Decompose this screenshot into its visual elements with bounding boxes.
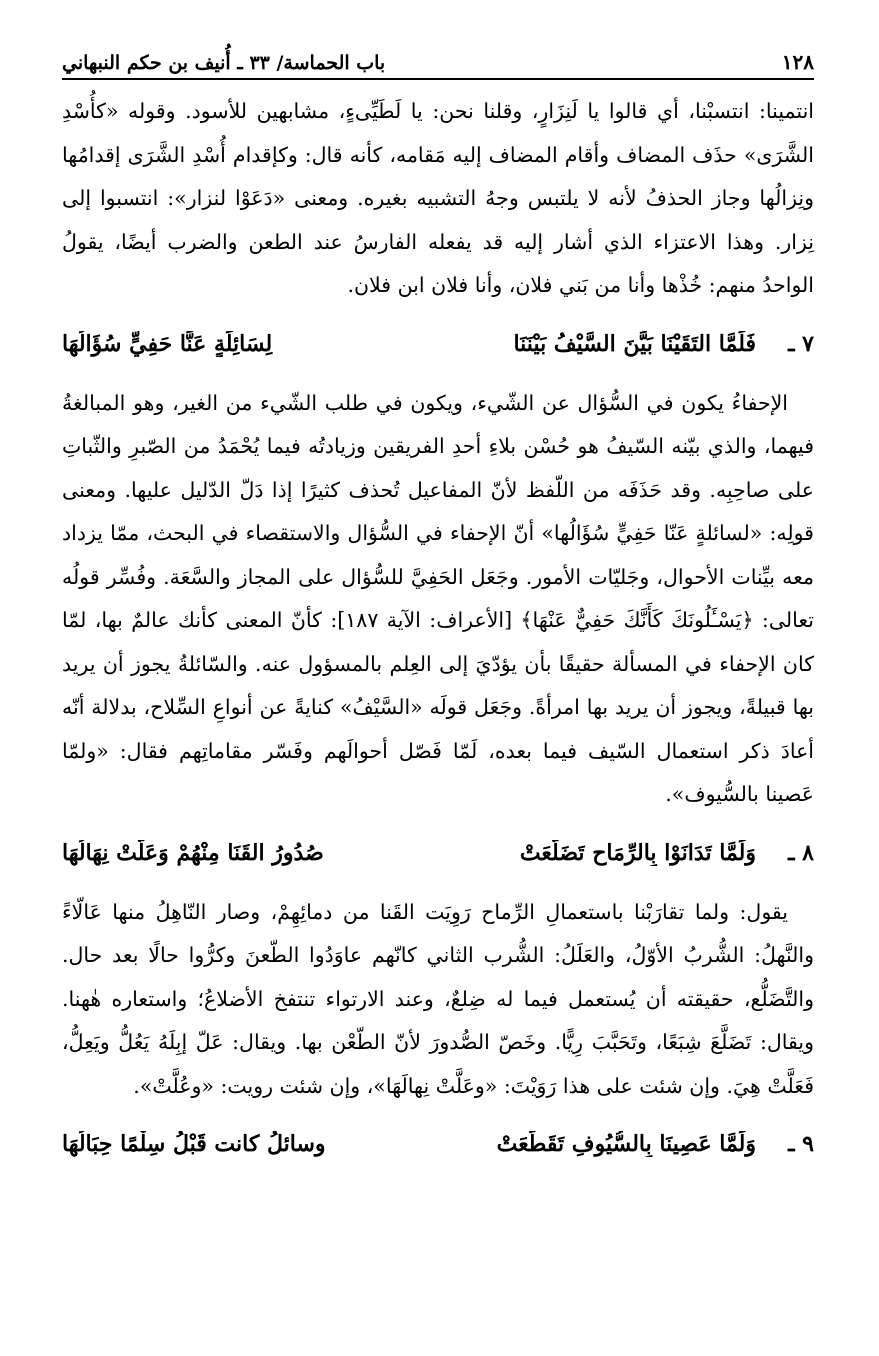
verse-first-hemistich: فَلَمَّا التَقَيْنَا بَيَّنَ السَّيْفُ بَيْنَنَا <box>513 330 756 357</box>
page-number: ١٢٨ <box>781 50 814 74</box>
verse-first-hemistich: وَلَمَّا عَصِينَا بِالسُّيُوفِ تَقَطَّعَتْ <box>496 1131 756 1157</box>
verse-number: ٩ ـ <box>788 1131 814 1157</box>
verse-second-hemistich: وسائلُ كانت قَبْلُ سِلْمًا حِبَالُهَا <box>62 1131 326 1157</box>
verse-second-hemistich: لِسَائِلَةٍ عَنَّا حَفِيٍّ سُؤَالُهَا <box>62 330 273 357</box>
running-title: باب الحماسة/ ٣٣ ـ أُنيف بن حكم النبهاني <box>62 52 386 74</box>
commentary-paragraph: انتمينا: انتسبْنا، أي قالوا يا لَنِزَارٍ، وقلنا نحن: يا لَطَيِّىءٍ، مشابهين للأسود. وقوله «كأُسْدِ الشَّرَى» حذَف المضاف وأقام المضاف إليه مَقامه، كأنه قال: وكإقدام أُسْدِ الشَّرَى إقدامُها ونِزالُها وجاز الحذفُ لأنه لا يلتبس وجهُ التشبيه بغيره. ومعنى «دَعَوْا لنزار»: انتسبوا إلى نِزار. وهذا الاعتزاء الذي أشار إليه قد يفعله الفارسُ عند الطعن والضرب أيضًا، يقولُ الواحدُ منهم: خُذْها وأنا من بَني فلان، وأنا فلان ابن فلان. <box>62 99 814 297</box>
book-page <box>62 30 814 1182</box>
verse-number: ٨ ـ <box>788 839 814 866</box>
verse-second-hemistich: صُدُورُ القَنَا مِنْهُمْ وَعَلَّتْ نِهَالُهَا <box>62 839 324 866</box>
verse-line <box>62 316 814 372</box>
verse-number: ٧ ـ <box>788 330 814 357</box>
verse-first-hemistich: وَلَمَّا تَدَانَوْا بِالرِّمَاحِ تَضَلَّعَتْ <box>519 839 756 866</box>
commentary-paragraph: يقول: ولما تقارَبْنا باستعمالِ الرِّماح رَوِيَت القَنا من دمائِهِمْ، وصار النّاهِلُ منها عَالّاءً والنَّهلُ: الشُّربُ الأوّلُ، والعَلَلُ: الشُّرب الثاني كانّهم عاوَدُوا الطّعنَ وكرُّوا حالًا بعد حال. والتَّضَلُّع، حقيقته أن يُستعمل فيما له ضِلعٌ، وعند الارتواء تنتفخ الأضلاعُ؛ واستعاره هٰهنا. ويقال: تَضَلَّعَ شِبَعًا، وتَحَبَّبَ رِيًّا. وخَصّ الصُّدورَ لأنّ الطّعْن بها. ويقال: عَلّ إبِلَهُ يَعُلُّ ويَعِلُّ، فَعَلَّتْ هِيَ. وإن شئت على هذا رَوَيْتَ: «وعَلَّتْ نِهالَهَا»، وإن شئت رويت: «وعُلَّتْ». <box>62 899 814 1098</box>
verse-line <box>62 825 814 881</box>
header-rule <box>62 78 814 80</box>
page-header <box>62 30 814 74</box>
verse-line <box>62 1116 814 1172</box>
commentary-paragraph: الإحفاءُ يكون في السُّؤال عن الشّيء، ويكون في طلب الشّيء من الغير، وهو المبالغةُ فيهما، والذي بيّنه السّيفُ هو حُسْن بلاءِ أحدِ الفريقين وزيادتُه فيما يُحْمَدُ من الصّبرِ والثّباتِ على صاحِبِه. وقد حَذَفَه من اللّفظ لأنّ المفاعيل تُحذف كثيرًا إذا دَلّ الدّليل عليها. ومعنى قولِه: «لسائلةٍ عَنّا حَفِيٍّ سُؤَالُها» أنّ الإحفاء في السُّؤال والاستقصاء في البحث، ممّا يزداد معه بيِّنات الأحوال، وجَليّات الأمور. وجَعَل الحَفِيَّ للسُّؤال على المجاز والسَّعَة. وفُسِّر قولُه تعالى: ﴿يَسْـَٔلُونَكَ كَأَنَّكَ حَفِيٌّ عَنْهَا﴾ [الأعراف: الآية ١٨٧]: كأنّ المعنى كأنك عالمٌ بها، لمّا كان الإحفاء في المسألة حقيقًا بأن يؤدّيَ إلى العِلم بالمسؤول عنه. والسّائلةُ يجوز أن يريد بها قبيلةً، ويجوز أن يريد بها امرأةً. وجَعَل قولَه «السَّيْفُ» كنايةً عن أنواعِ السِّلاح، بدلالة أنّه أعادَ ذكر استعمال السّيف فيما بعده، لَمّا فَصّل أحوالَهم وفَسّر مقاماتِهم فقال: «ولمّا عَصينا بالسُّيوف». <box>62 390 814 806</box>
